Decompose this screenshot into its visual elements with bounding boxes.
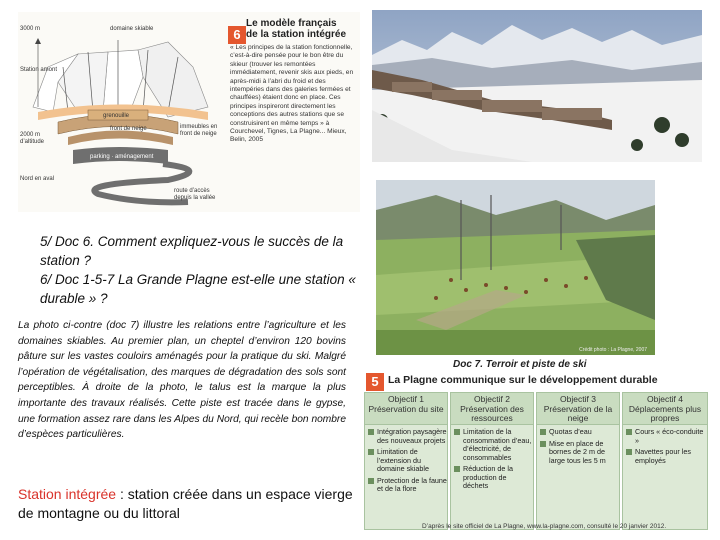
objective-subtitle: Déplacements plus propres <box>628 403 702 423</box>
station-winter-image <box>372 10 702 162</box>
label-grenouille: grenouille <box>103 113 130 119</box>
doc6-title-line2: de la station intégrée <box>246 29 347 40</box>
photo-pasture-summer <box>376 180 655 355</box>
doc6-text-panel <box>226 12 360 212</box>
doc5-badge: 5 <box>366 373 384 391</box>
doc6-quote: « Les principes de la station fonctionnelle, c’est-à-dire pensée pour le bon être du skieur (trouver les remontées immédiatement, revenir skis aux pieds, en après-midi à l’abri du froid et des intempéries dans des galeries fermées et chauffées) étaient donc en place. Ces principes inspireront directement les conceptions des autres stations que se construisirent en même temps » à Courchevel, Tignes, La Plagne... Mieux, Belin, 2005 <box>230 44 354 144</box>
doc6-title-line1: Le modèle français <box>246 18 337 29</box>
objective-4 <box>622 392 708 530</box>
objective-title: Objectif 2 <box>474 394 510 404</box>
objective-2-header <box>451 393 533 425</box>
objective-title: Objectif 4 <box>647 394 683 404</box>
photo-station-winter <box>372 10 702 162</box>
list-item: Cours « éco-conduite » <box>626 428 707 445</box>
label-front: front de neige <box>110 126 147 132</box>
objective-2 <box>450 392 534 530</box>
doc6-badge: 6 <box>228 26 246 44</box>
label-altitude-top: 3000 m <box>20 26 41 32</box>
list-item: Navettes pour les employés <box>626 448 707 465</box>
label-alt-arrival: 2000 m d’altitude <box>20 132 45 145</box>
doc7-credit: Crédit photo : La Plagne, 2007 <box>579 347 647 353</box>
label-immeubles: immeubles en front de neige <box>180 124 218 137</box>
objective-title: Objectif 3 <box>560 394 596 404</box>
pasture-image <box>376 180 655 355</box>
label-parking: parking · aménagement <box>90 154 154 160</box>
doc7-caption: Doc 7. Terroir et piste de ski <box>453 359 587 370</box>
objective-1 <box>364 392 448 530</box>
list-item: Limitation de la consommation d’eau, d’électricité, de consommables <box>454 428 533 462</box>
doc5-table <box>362 372 710 540</box>
label-road: Nord en aval <box>20 176 55 182</box>
objective-3-header <box>537 393 619 425</box>
doc5-source: D’après le site officiel de La Plagne, www.la-plagne.com, consulté le 20 janvier 2012. <box>422 523 667 530</box>
question-6: 6/ Doc 1-5-7 La Grande Plagne est-elle une station « durable » ? <box>40 272 356 306</box>
objective-title: Objectif 1 <box>388 394 424 404</box>
objective-4-header <box>623 393 707 425</box>
doc5-header <box>362 372 710 390</box>
label-access: route d’accès depuis la vallée <box>174 188 216 201</box>
questions-block <box>40 232 360 308</box>
doc5-title: La Plagne communique sur le développement durable <box>388 374 658 386</box>
list-item: Mise en place de bornes de 2 m de large tous les 5 m <box>540 440 619 466</box>
list-item: Protection de la faune et de la flore <box>368 477 447 494</box>
objective-3 <box>536 392 620 530</box>
objective-subtitle: Préservation de la neige <box>543 403 613 423</box>
doc6-figure <box>18 12 360 212</box>
definition-term: Station intégrée <box>18 486 117 502</box>
definition-text: : station créée dans un espace vierge de montagne ou du littoral <box>18 486 353 521</box>
list-item: Réduction de la production de déchets <box>454 465 533 491</box>
objective-subtitle: Préservation du site <box>368 403 444 414</box>
doc7-paragraph: La photo ci-contre (doc 7) illustre les relations entre l’agriculture et les domaines skiables. Au premier plan, un cheptel d’environ 120 bovins pâture sur les vastes couloirs aménagés pour la pratique du ski. Malgré l’opération de végétalisation, des marques de dégradation des sols sont perceptibles. À droite de la photo, le talus est la marque la plus importante des travaux réalisés. Cette piste est tracée dans le gypse, une formation assez rare dans les Alpes du Nord, qui recèle bon nombre d’espèces particulières. <box>18 320 346 441</box>
objective-1-header <box>365 393 447 425</box>
definition <box>18 485 363 523</box>
label-station: Station amont <box>20 67 58 73</box>
question-5: 5/ Doc 6. Comment expliquez-vous le succès de la station ? <box>40 234 344 268</box>
list-item: Intégration paysagère des nouveaux projets <box>368 428 447 445</box>
label-domain: domaine skiable <box>110 26 154 32</box>
list-item: Limitation de l’extension du domaine skiable <box>368 448 447 474</box>
doc6-title <box>246 18 346 40</box>
objective-subtitle: Préservation des ressources <box>460 403 524 423</box>
list-item: Quotas d’eau <box>540 428 619 437</box>
